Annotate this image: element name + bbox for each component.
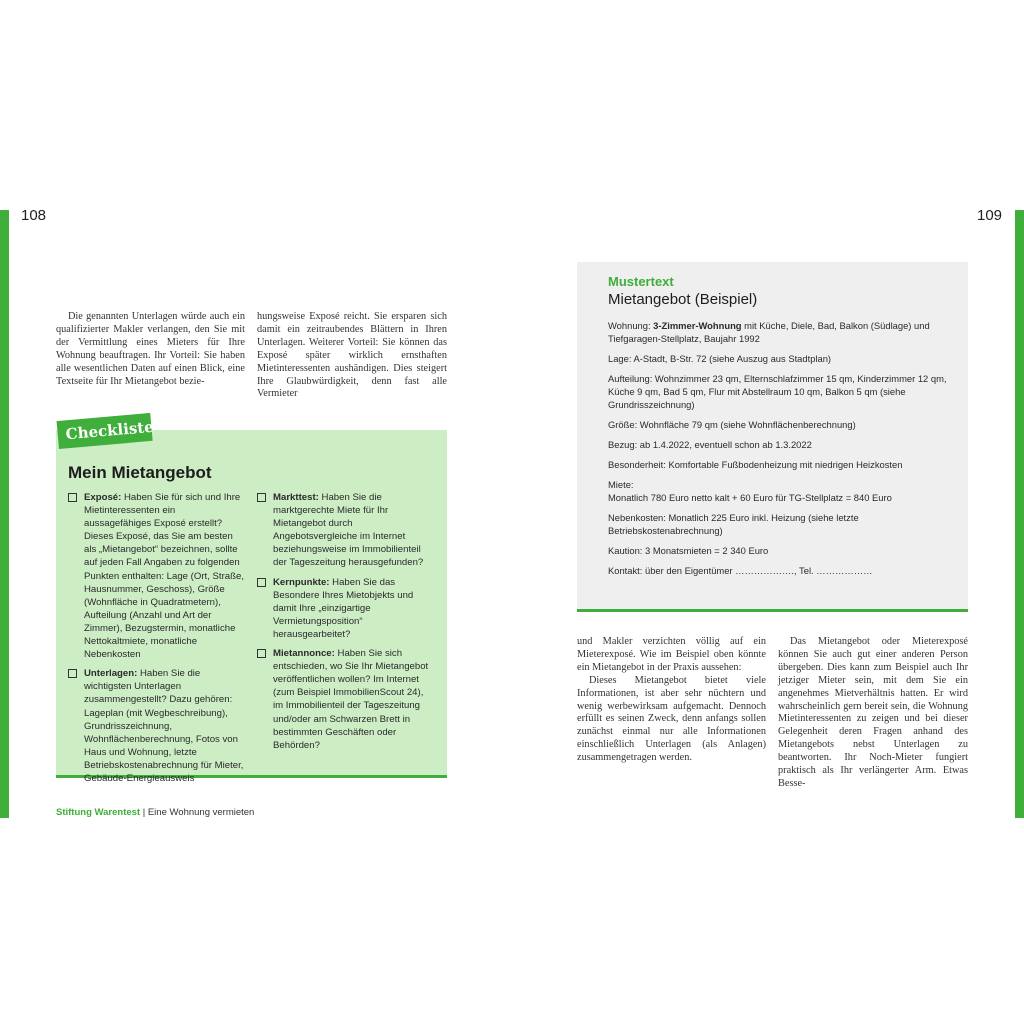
muster-line-wohnung bbox=[608, 319, 953, 345]
muster-line-kaution: Kaution: 3 Monatsmieten = 2 340 Euro bbox=[608, 545, 769, 556]
item-term: Markttest: bbox=[273, 492, 319, 503]
muster-line-kontakt: Kontakt: über den Eigentümer ………………., Tel. ……………… bbox=[608, 565, 873, 576]
item-text: Haben Sie für sich und Ihre Mietinteressenten ein aussagefähiges Exposé erstellt? Dieses Exposé, das Sie am besten als „Mietangebot“ bezeichnen, sollte auf jeden Fall Angaben zu folgenden Punkten enthalten: Lage (Ort, Straße, Hausnummer, Geschoss), Größe (Wohnfläche in Quadratmetern), Aufteilung (Anzahl und Art der Zimmer), Bezugstermin, monatliche Nettokaltmiete, monatliche Nebenkosten bbox=[84, 492, 244, 661]
intro-paragraph: Die genannten Unterlagen würde auch ein qualifizierter Makler verlangen, den Sie mit der Vermittlung eines Mieters für Ihre Wohnung beauftragen. Ihr Vorteil: Sie haben alle wesentlichen Daten auf einen Blick, eine Textseite für Ihr Mietangebot bezie- bbox=[56, 311, 245, 387]
right-edge-bar bbox=[1015, 210, 1024, 818]
body-paragraph: Das Mietangebot oder Mieterexposé können Sie auch gut einer anderen Person übergeben. Dies kann zum Beispiel auch Ihr jetziger Mieter sein, mit dem Sie ein angenehmes Mietverhältnis hatten. Er wird wahrscheinlich gern bereit sein, die Wohnung Mietinteressenten zu zeigen und bei dieser Gelegenheit deren Fragen anhand des Mietangebots nebst Unterlagen zu beantworten. Ihr Noch-Mieter fungiert praktisch als Ihr verlängerter Arm. Etwas Besse- bbox=[778, 636, 968, 789]
checklist-tab-label: Checkliste bbox=[64, 417, 155, 444]
checkbox-icon[interactable] bbox=[68, 493, 77, 502]
footer-separator: | bbox=[140, 807, 148, 818]
line-text: Wohnung: bbox=[608, 320, 654, 331]
page-number-right: 109 bbox=[977, 207, 1003, 224]
checklist-item bbox=[68, 667, 244, 785]
line-text: Miete: bbox=[608, 479, 634, 490]
footer-book-title: Eine Wohnung vermieten bbox=[147, 807, 255, 818]
body-paragraph: und Makler verzichten völlig auf ein Mieterexposé. Wie im Beispiel oben könnte ein Mietangebot in der Praxis aussehen: bbox=[577, 636, 766, 673]
muster-line-besonderheit: Besonderheit: Komfortable Fußbodenheizung mit niedrigen Heizkosten bbox=[608, 459, 903, 470]
right-column-2 bbox=[778, 636, 968, 791]
body-paragraph: Dieses Mietangebot bietet viele Informationen, ist aber sehr nüchtern und wenig werbewirksam aufgemacht. Dennoch erfüllt es seinen Zweck, denn anfangs sollen zunächst einmal nur alle Informationen einschließlich Unterlagen (als Anlagen) zusammengetragen werden. bbox=[577, 674, 766, 764]
mustertext-lines bbox=[608, 319, 953, 584]
checkbox-icon[interactable] bbox=[68, 669, 77, 678]
muster-line-bezug: Bezug: ab 1.4.2022, eventuell schon ab 1.3.2022 bbox=[608, 439, 812, 450]
checklist-column-1 bbox=[68, 491, 244, 791]
muster-line-miete bbox=[608, 478, 953, 504]
left-edge-bar bbox=[0, 210, 9, 818]
checklist-item bbox=[257, 491, 433, 570]
checkbox-icon[interactable] bbox=[257, 493, 266, 502]
mustertext-kicker: Mustertext bbox=[608, 274, 674, 289]
item-text: Haben Sie die marktgerechte Miete für Ihr Mietangebot durch Angebotsvergleiche im Internet beziehungsweise im Immobilienteil der Tageszeitung herausgefunden? bbox=[273, 492, 424, 569]
item-term: Unterlagen: bbox=[84, 668, 138, 680]
line-bold: 3-Zimmer-Wohnung bbox=[653, 320, 742, 331]
checklist-item bbox=[68, 491, 244, 661]
muster-line-lage: Lage: A-Stadt, B-Str. 72 (siehe Auszug aus Stadtplan) bbox=[608, 353, 832, 364]
page-footer bbox=[56, 807, 254, 818]
muster-line-nebenkosten: Nebenkosten: Monatlich 225 Euro inkl. Heizung (siehe letzte Betriebskostenabrechnung) bbox=[608, 512, 859, 536]
checklist-item bbox=[257, 647, 433, 752]
item-text: Haben Sie sich entschieden, wo Sie Ihr Mietangebot veröffentlichen wollen? Im Internet (zum Beispiel ImmobilienScout 24), im Immobilienteil der Tageszeitung und/oder am Schwarzen Brett in bestimmten Geschäften oder Behörden? bbox=[273, 648, 429, 751]
item-term: Mietannonce: bbox=[273, 648, 335, 660]
mustertext-bottom-rule bbox=[577, 609, 968, 612]
checklist-column-2 bbox=[257, 491, 433, 758]
right-column-1 bbox=[577, 636, 766, 765]
checklist-title: Mein Mietangebot bbox=[68, 463, 212, 482]
item-term: Exposé: bbox=[84, 492, 122, 503]
line-text: mit Küche, Diele, Bad, Balkon (Südlage) und Tiefgaragen-Stellplatz, Baujahr 1992 bbox=[608, 320, 930, 344]
intro-column-2 bbox=[257, 311, 447, 401]
checklist-item bbox=[257, 576, 433, 641]
footer-brand: Stiftung Warentest bbox=[56, 807, 141, 818]
checkbox-icon[interactable] bbox=[257, 578, 266, 587]
item-text: Haben Sie das Besondere Ihres Mietobjekts und damit Ihre „einzigartige Vermietungsposition“ herausgearbeitet? bbox=[273, 576, 414, 640]
muster-line-groesse: Größe: Wohnfläche 79 qm (siehe Wohnflächenberechnung) bbox=[608, 419, 856, 430]
page-number-left: 108 bbox=[21, 207, 47, 224]
item-text: Haben Sie die wichtigsten Unterlagen zusammengestellt? Dazu gehören: Lageplan (mit Wegbeschreibung), Grundrisszeichnung, Wohnflächenberechnung, Fotos von Haus und Wohnung, letzte Betriebskostenabrechnung für Mieter, Gebäude-Energieausweis bbox=[84, 668, 244, 784]
checkbox-icon[interactable] bbox=[257, 649, 266, 658]
line-text: Monatlich 780 Euro netto kalt + 60 Euro für TG-Stellplatz = 840 Euro bbox=[608, 492, 892, 503]
item-term: Kernpunkte: bbox=[273, 576, 330, 588]
muster-line-aufteilung: Aufteilung: Wohnzimmer 23 qm, Elternschlafzimmer 15 qm, Kinderzimmer 12 qm, Küche 9 qm, Bad 5 qm, Flur mit Abstellraum 10 qm, Balkon 5 qm (siehe Grundrisszeichnung) bbox=[608, 373, 947, 410]
intro-column-1 bbox=[56, 311, 245, 388]
mustertext-title: Mietangebot (Beispiel) bbox=[608, 291, 758, 308]
intro-paragraph: hungsweise Exposé reicht. Sie ersparen sich damit ein zeitraubendes Blättern in Ihren Unterlagen. Weiterer Vorteil: Sie können das Exposé später wirklich ernsthaften Mietinteressenten aushändigen. Dies steigert Ihre Glaubwürdigkeit, denn fast alle Vermieter bbox=[257, 311, 447, 400]
